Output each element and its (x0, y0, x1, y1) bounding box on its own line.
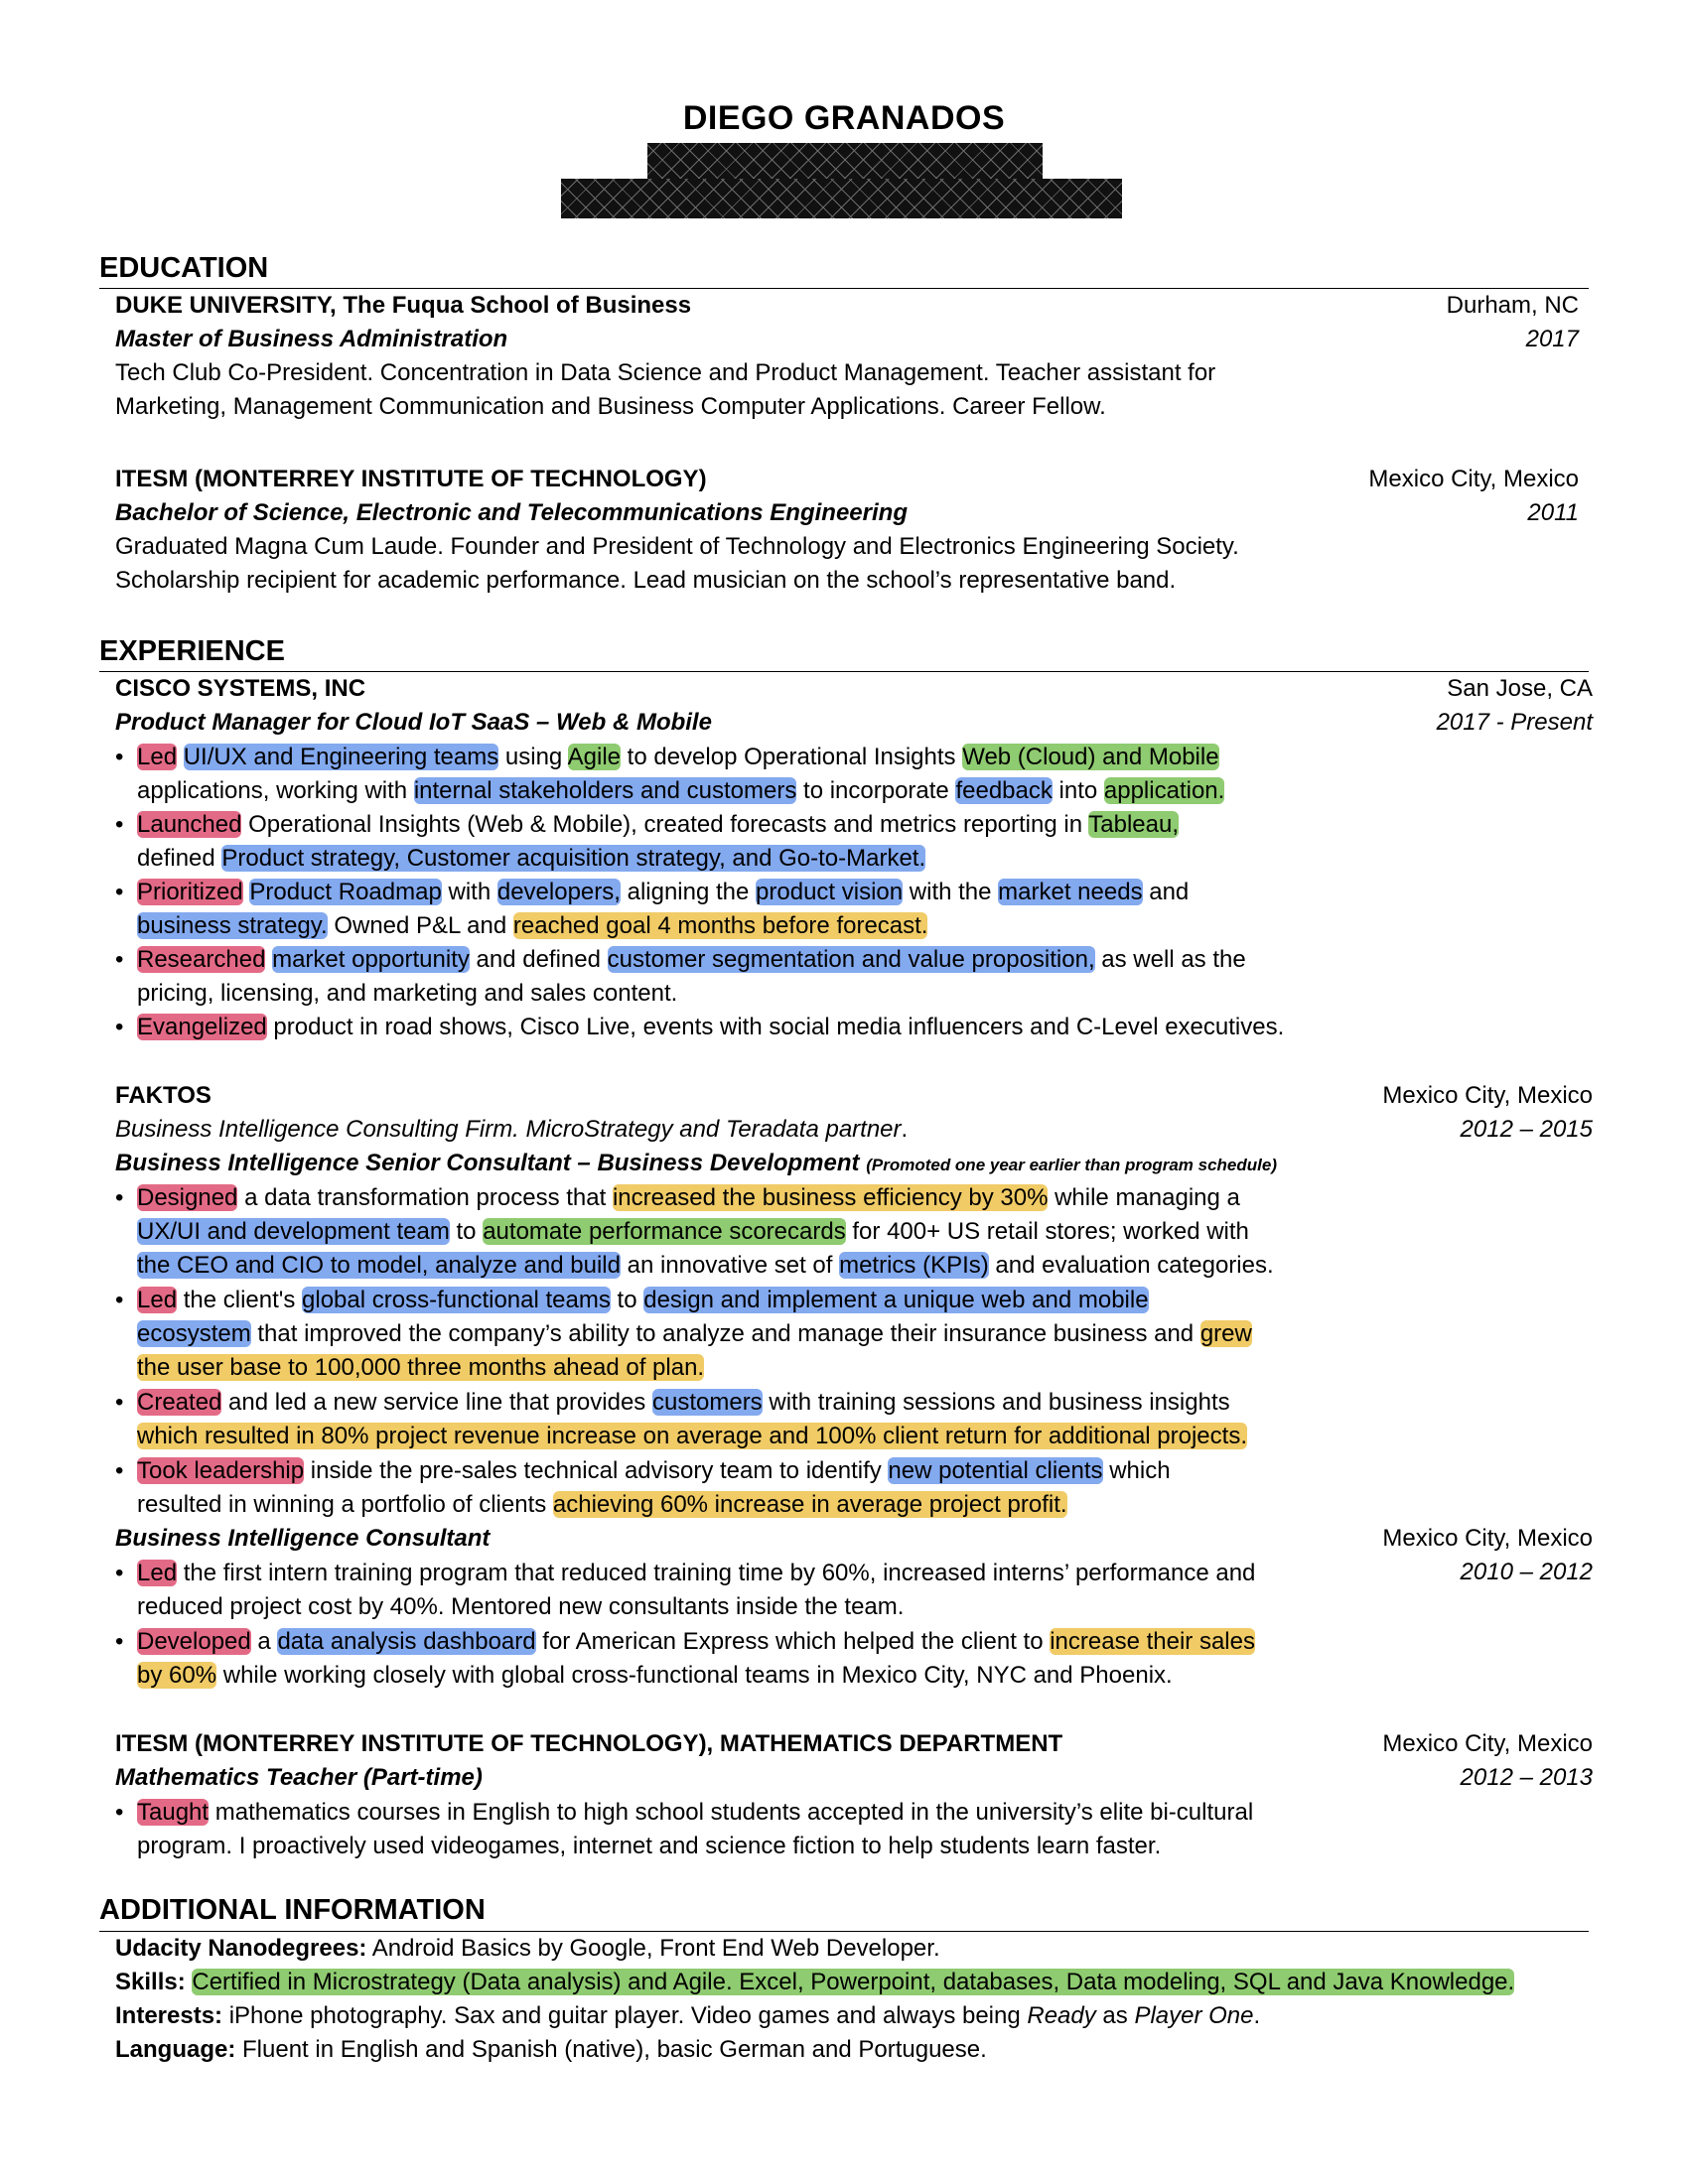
highlight: by 60% (137, 1662, 217, 1689)
highlight: new potential clients (888, 1457, 1103, 1484)
highlight: increased the business efficiency by 30% (612, 1184, 1049, 1211)
text-segment: Player One (1134, 2002, 1254, 2029)
duke-desc-2: Marketing, Management Communication and Business Computer Applications. Career Fellow. (115, 393, 1106, 420)
cisco-role: Product Manager for Cloud IoT SaaS – Web & Mobile (115, 709, 712, 736)
text-segment: with training sessions and business insights (762, 1389, 1230, 1416)
itesm-year: 2011 (1527, 499, 1579, 526)
duke-location: Durham, NC (1446, 292, 1579, 319)
itesm-math-role: Mathematics Teacher (Part-time) (115, 1764, 483, 1791)
itesm-math-location: Mexico City, Mexico (1382, 1730, 1593, 1757)
faktos-bullet-2-cont (137, 1319, 1252, 1349)
duke-year: 2017 (1525, 326, 1579, 352)
text-segment: inside the pre-sales technical advisory team to identify (304, 1457, 889, 1484)
text-segment: Operational Insights (Web & Mobile), created forecasts and metrics reporting in (241, 811, 1089, 838)
duke-school (115, 291, 691, 321)
highlight: Researched (137, 946, 266, 973)
itesm-math-dates: 2012 – 2013 (1460, 1764, 1593, 1791)
text-segment (177, 744, 184, 770)
highlight: increase their sales (1050, 1628, 1255, 1655)
highlight: Tableau, (1088, 811, 1180, 838)
experience-heading: EXPERIENCE (99, 635, 285, 667)
text-segment: as well as the (1094, 946, 1246, 973)
skills-line (115, 1968, 1514, 1997)
text-segment: and evaluation categories. (988, 1252, 1274, 1279)
highlight: product vision (756, 879, 904, 905)
text-segment: to (449, 1218, 484, 1245)
text-segment: the client's (177, 1287, 303, 1313)
cisco-bullet-1-cont (137, 776, 1224, 806)
text-segment: and led a new service line that provides (221, 1389, 652, 1416)
highlight: Product strategy, Customer acquisition strategy, and Go-to-Market. (221, 845, 926, 872)
text-segment: to develop Operational Insights (621, 744, 963, 770)
highlight: Taught (137, 1799, 210, 1826)
highlight: market opportunity (272, 946, 470, 973)
candidate-name: DIEGO GRANADOS (682, 99, 1006, 137)
highlight: internal stakeholders and customers (413, 777, 797, 804)
redacted-contact-block-wide (561, 179, 1122, 218)
highlight: the user base to 100,000 three months ahead of plan. (137, 1354, 705, 1381)
cisco-bullet-4-cont: pricing, licensing, and marketing and sales content. (137, 980, 678, 1007)
faktos-bullet-1 (137, 1183, 1240, 1213)
itesm-location: Mexico City, Mexico (1368, 466, 1579, 492)
bullet-marker: • (115, 811, 124, 838)
duke-desc-1: Tech Club Co-President. Concentration in Data Science and Product Management. Teacher assistant for (115, 359, 1216, 386)
text-segment: for American Express which helped the client to (535, 1628, 1051, 1655)
highlight: reached goal 4 months before forecast. (512, 912, 928, 939)
text-segment: . (1253, 2002, 1261, 2029)
highlight: customer segmentation and value proposition, (607, 946, 1095, 973)
itesm-math-bullet-1 (137, 1798, 1253, 1828)
highlight: UX/UI and development team (137, 1218, 450, 1245)
highlight: Prioritized (137, 879, 243, 905)
faktos-bullet-4-cont (137, 1490, 1067, 1520)
faktos-promo-note: (Promoted one year earlier than program schedule) (866, 1156, 1277, 1174)
udacity-label: Udacity Nanodegrees: (115, 1935, 367, 1962)
faktos-desc (115, 1115, 908, 1145)
highlight: market needs (998, 879, 1143, 905)
bullet-marker: • (115, 1457, 124, 1484)
faktos-dates: 2012 – 2015 (1460, 1116, 1593, 1143)
duke-degree: Master of Business Administration (115, 326, 508, 352)
faktos-bullet-3-cont (137, 1422, 1247, 1451)
highlight: Took leadership (137, 1457, 305, 1484)
udacity-line (115, 1934, 940, 1964)
text-segment: that improved the company’s ability to analyze and manage their insurance business and (250, 1320, 1200, 1347)
faktos-dates-2: 2010 – 2012 (1460, 1559, 1593, 1585)
bullet-marker: • (115, 1184, 124, 1211)
language-label: Language: (115, 2036, 236, 2063)
highlight: design and implement a unique web and mobile (643, 1287, 1149, 1313)
itesm-math-company: ITESM (MONTERREY INSTITUTE OF TECHNOLOGY), MATHEMATICS DEPARTMENT (115, 1730, 1063, 1757)
text-segment: Owned P&L and (327, 912, 513, 939)
bullet-marker: • (115, 1014, 124, 1040)
text-segment: and defined (469, 946, 608, 973)
highlight: feedback (955, 777, 1053, 804)
bullet-marker: • (115, 1628, 124, 1655)
highlight: Launched (137, 811, 242, 838)
interests-label: Interests: (115, 2002, 223, 2029)
faktos-company: FAKTOS (115, 1082, 211, 1109)
faktos-bullet-3 (137, 1388, 1230, 1418)
highlight: Created (137, 1389, 222, 1416)
bullet-marker: • (115, 1287, 124, 1313)
highlight: Led (137, 744, 178, 770)
highlight: Developed (137, 1628, 251, 1655)
text-segment: to (610, 1287, 644, 1313)
faktos-bullet-1-cont (137, 1217, 1249, 1247)
faktos-consultant-bullet-1-cont: reduced project cost by 40%. Mentored new consultants inside the team. (137, 1593, 905, 1620)
cisco-bullet-1 (137, 743, 1219, 772)
additional-divider (99, 1931, 1589, 1932)
highlight: Led (137, 1560, 178, 1586)
cisco-bullet-3 (137, 878, 1189, 907)
faktos-consultant-bullet-2 (137, 1627, 1255, 1657)
highlight: Product Roadmap (249, 879, 442, 905)
cisco-dates: 2017 - Present (1436, 709, 1593, 736)
highlight: the CEO and CIO to model, analyze and build (137, 1252, 621, 1279)
bullet-marker: • (115, 1389, 124, 1416)
faktos-bullet-2 (137, 1286, 1149, 1315)
itesm-math-bullet-1-cont: program. I proactively used videogames, internet and science fiction to help students learn faster. (137, 1833, 1162, 1859)
duke-school-rest: , The Fuqua School of Business (330, 292, 692, 319)
text-segment: Ready (1027, 2002, 1096, 2029)
interests-line (115, 2001, 1260, 2031)
text-segment: with (441, 879, 497, 905)
faktos-bullet-1-cont-2 (137, 1251, 1274, 1281)
bullet-marker: • (115, 1799, 124, 1826)
faktos-bullet-4 (137, 1456, 1171, 1486)
text-segment: a data transformation process that (237, 1184, 613, 1211)
highlight: metrics (KPIs) (839, 1252, 989, 1279)
text-segment: as (1095, 2002, 1135, 2029)
faktos-location: Mexico City, Mexico (1382, 1082, 1593, 1109)
skills-label: Skills: (115, 1969, 186, 1995)
text-segment: using (498, 744, 568, 770)
cisco-company: CISCO SYSTEMS, INC (115, 675, 366, 702)
highlight: developers, (496, 879, 621, 905)
highlight: grew (1199, 1320, 1252, 1347)
itesm-desc-2: Scholarship recipient for academic performance. Lead musician on the school’s representative band. (115, 567, 1177, 594)
faktos-consultant-bullet-2-cont (137, 1661, 1173, 1691)
itesm-desc-1: Graduated Magna Cum Laude. Founder and President of Technology and Electronics Engineering Society. (115, 533, 1239, 560)
text-segment: a (250, 1628, 278, 1655)
faktos-role-2: Business Intelligence Consultant (115, 1525, 491, 1552)
duke-school-name: DUKE UNIVERSITY (115, 292, 331, 319)
text-segment: defined (137, 845, 222, 872)
highlight: UI/UX and Engineering teams (183, 744, 499, 770)
text-segment: with the (903, 879, 999, 905)
additional-heading: ADDITIONAL INFORMATION (99, 1894, 486, 1926)
highlight: ecosystem (137, 1320, 251, 1347)
bullet-marker: • (115, 879, 124, 905)
highlight: Web (Cloud) and Mobile (962, 744, 1219, 770)
highlight: Agile (567, 744, 621, 770)
text-segment: for 400+ US retail stores; worked with (845, 1218, 1249, 1245)
highlight: achieving 60% increase in average project profit. (552, 1491, 1067, 1518)
highlight: application. (1103, 777, 1225, 804)
itesm-degree: Bachelor of Science, Electronic and Telecommunications Engineering (115, 499, 908, 526)
faktos-role-title: Business Intelligence Senior Consultant – Business Development (115, 1150, 860, 1176)
redacted-contact-block (647, 143, 1043, 181)
cisco-bullet-3-cont (137, 911, 927, 941)
udacity-value: Android Basics by Google, Front End Web Developer. (366, 1935, 940, 1962)
text-segment: while managing a (1048, 1184, 1240, 1211)
highlight: data analysis dashboard (277, 1628, 536, 1655)
experience-divider (99, 671, 1589, 672)
cisco-bullet-2-cont (137, 844, 925, 874)
text-segment: an innovative set of (620, 1252, 840, 1279)
highlight: business strategy. (137, 912, 328, 939)
cisco-bullet-4 (137, 945, 1246, 975)
text-segment: to incorporate (796, 777, 956, 804)
highlight: Designed (137, 1184, 238, 1211)
skills-value: Certified in Microstrategy (Data analysis) and Agile. Excel, Powerpoint, databases, Data modeling, SQL and Java Knowledge. (192, 1969, 1515, 1995)
text-segment: resulted in winning a portfolio of clients (137, 1491, 553, 1518)
highlight: Led (137, 1287, 178, 1313)
faktos-bullet-2-cont-2 (137, 1353, 704, 1383)
text-segment: which (1102, 1457, 1171, 1484)
education-heading: EDUCATION (99, 252, 269, 284)
cisco-bullet-2 (137, 810, 1179, 840)
faktos-location-2: Mexico City, Mexico (1382, 1525, 1593, 1552)
text-segment: and (1142, 879, 1190, 905)
language-value: Fluent in English and Spanish (native), basic German and Portuguese. (235, 2036, 987, 2063)
bullet-marker: • (115, 946, 124, 973)
text-segment: into (1052, 777, 1104, 804)
cisco-location: San Jose, CA (1447, 675, 1593, 702)
text-segment: applications, working with (137, 777, 414, 804)
highlight: Evangelized (137, 1014, 267, 1040)
text-segment: mathematics courses in English to high school students accepted in the university’s elite bi-cultural (209, 1799, 1254, 1826)
text-segment: aligning the (620, 879, 757, 905)
language-line (115, 2035, 987, 2065)
text-segment: while working closely with global cross-functional teams in Mexico City, NYC and Phoenix. (216, 1662, 1173, 1689)
text-segment: product in road shows, Cisco Live, events with social media influencers and C-Level executives. (266, 1014, 1285, 1040)
text-segment: the first intern training program that reduced training time by 60%, increased interns’ performance and (177, 1560, 1256, 1586)
bullet-marker: • (115, 1560, 124, 1586)
highlight: customers (651, 1389, 763, 1416)
itesm-school: ITESM (MONTERREY INSTITUTE OF TECHNOLOGY) (115, 466, 707, 492)
bullet-marker: • (115, 744, 124, 770)
highlight: which resulted in 80% project revenue increase on average and 100% client return for additional projects. (137, 1423, 1247, 1449)
education-divider (99, 288, 1589, 289)
faktos-desc-text: Business Intelligence Consulting Firm. MicroStrategy and Teradata partner (115, 1116, 902, 1143)
faktos-consultant-bullet-1 (137, 1559, 1255, 1588)
cisco-bullet-5 (137, 1013, 1284, 1042)
highlight: automate performance scorecards (483, 1218, 846, 1245)
faktos-desc-end: . (901, 1116, 909, 1143)
highlight: global cross-functional teams (302, 1287, 611, 1313)
faktos-role (115, 1149, 1277, 1180)
text-segment: iPhone photography. Sax and guitar player. Video games and always being (222, 2002, 1028, 2029)
